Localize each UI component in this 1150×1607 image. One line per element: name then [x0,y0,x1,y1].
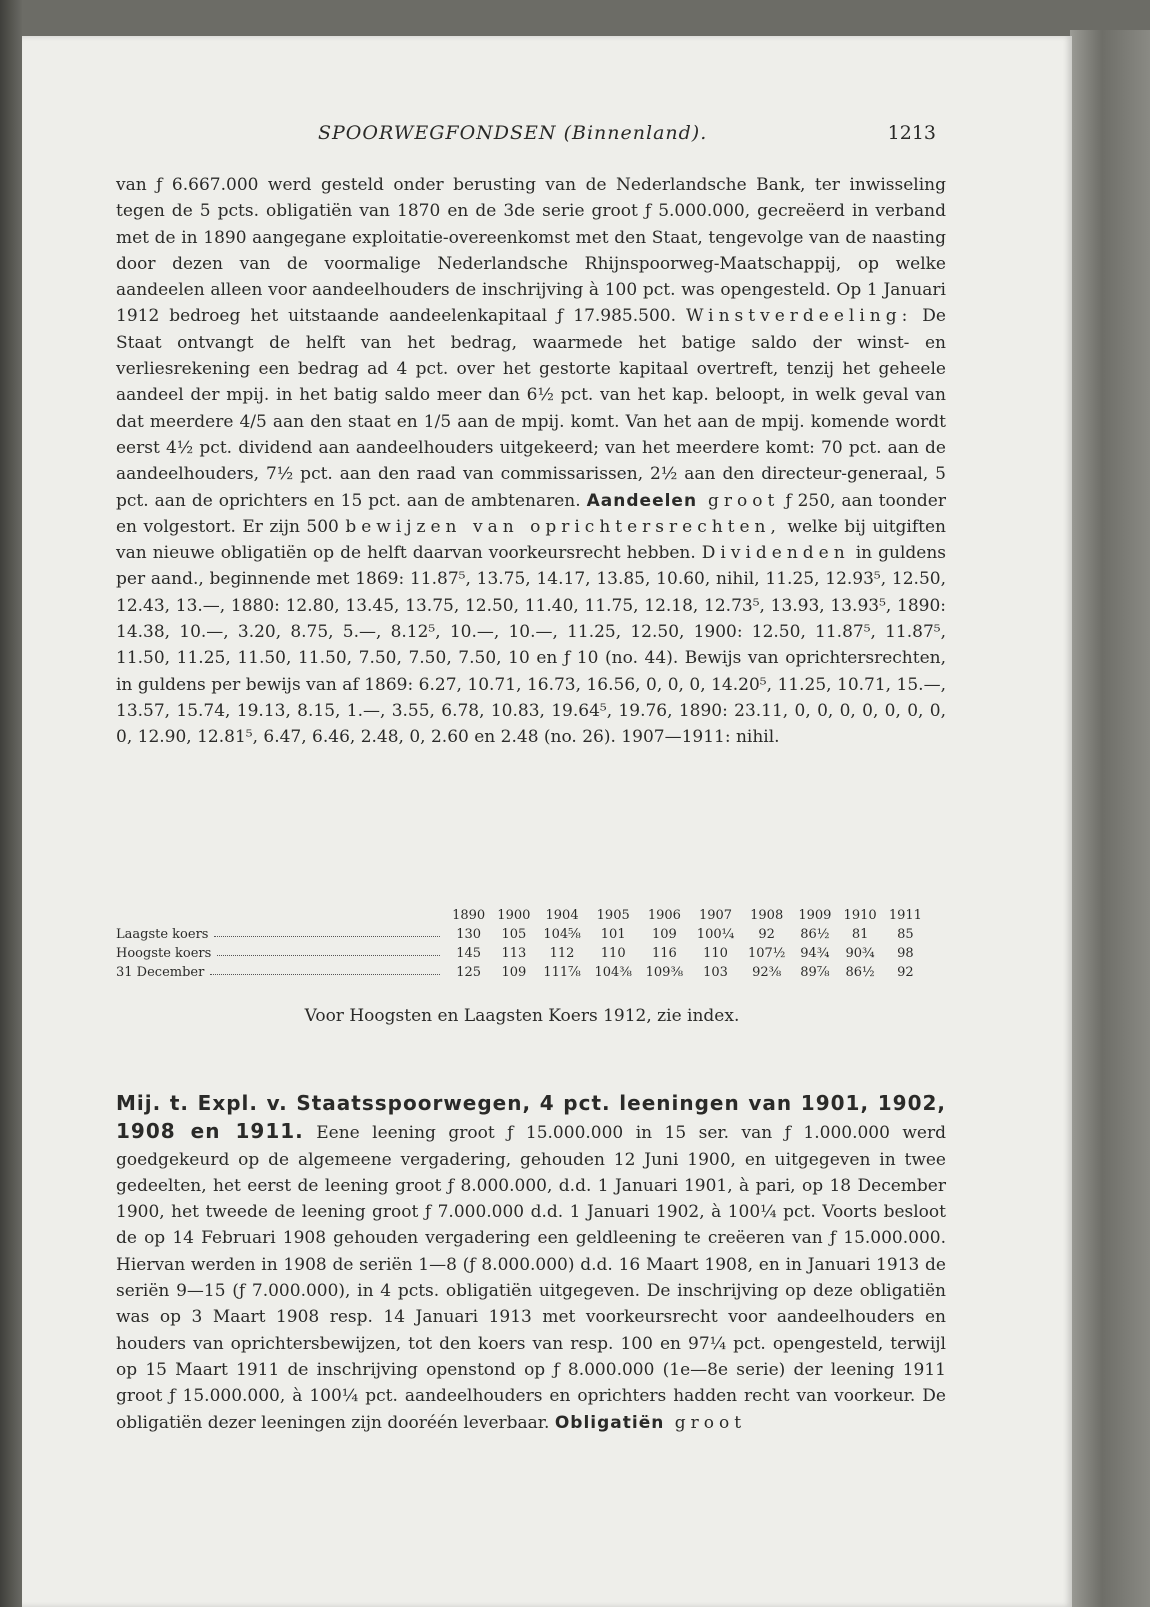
value-cell: 111⅞ [543,965,581,980]
row-label: Laagste koers [116,927,209,942]
text-groot: groot [697,490,780,511]
value-cell: 81 [851,927,869,942]
value-cell: 125 [456,965,482,980]
heading-obligatien: Obligatiën [554,1412,665,1433]
heading-bewijzen: bewijzen van oprichtersrechten, [345,516,781,537]
value-cell: 116 [651,946,677,961]
value-cell: 92 [758,927,775,942]
text-bewijzen: welke bij uitgiften van nieuwe obligatiën op de helft daarvan voorkeursrecht hebben. [116,516,946,564]
section-staatsspoorwegen [116,1090,946,1436]
value-cell: 145 [456,946,482,961]
scan-left-edge [0,0,22,1607]
page-number: 1213 [887,122,936,144]
value-cell: 90¾ [845,946,875,961]
value-cell: 105 [501,927,527,942]
leader-dots [217,946,440,956]
value-cell: 109⅜ [645,965,684,980]
leader-dots [210,965,440,975]
text-aandeelen: ƒ 250, aan toonder en volgestort. Er zijn 500 [116,490,946,537]
year-cell: 1911 [888,908,922,923]
paragraph [116,1090,946,1436]
value-cell: 101 [600,927,626,942]
scan-top-edge [0,0,1150,36]
heading-dividenden: Dividenden [701,543,850,564]
leader-dots [214,927,440,937]
value-cell: 113 [501,946,527,961]
year-cell: 1909 [798,908,832,923]
table-row [116,963,928,982]
value-cell: 92⅜ [752,965,782,980]
year-cell: 1890 [452,908,486,923]
row-label: 31 December [116,965,205,980]
section-title: Mij. t. Expl. v. Staatsspoorwegen, 4 pct. leeningen van 1901, 1902, 1908 en 1911. [116,1091,946,1144]
heading-aandeelen: Aandeelen [586,490,698,511]
year-cell: 1910 [843,908,877,923]
value-cell: 94¾ [800,946,830,961]
value-cell: 110 [600,946,626,961]
value-cell: 130 [456,927,482,942]
value-cell: 104⅝ [543,927,581,942]
value-cell: 86½ [800,927,830,942]
index-note: Voor Hoogsten en Laagsten Koers 1912, zie index. [304,1006,740,1026]
table-row [116,925,928,944]
value-cell: 104⅜ [594,965,632,980]
text-dividenden: in guldens per aand., beginnende met 1869: 11.87⁵, 13.75, 14.17, 13.85, 10.60, nihil, 11.25, 12.93⁵, 12.50, 12.43, 13.—, 1880: 12.80, 13.45, 13.75, 12.50, 11.40, 11.75, 12.18, 12.73⁵, 13.93, 13.93⁵, 1890: 14.38, 10.—, 3.20, 8.75, 5.—, 8.12⁵, 10.—, 10.—, 11.25, 12.50, 1900: 12.50, 11.87⁵, 11.87⁵, 11.50, 11.25, 11.50, 11.50, 7.50, 7.50, 7.50, 10 en ƒ 10 (no. 44). Bewijs van oprichtersrechten, in guldens per bewijs van af 1869: 6.27, 10.71, 16.73, 16.56, 0, 0, 0, 14.20⁵, 11.25, 10.71, 15.—, 13.57, 15.74, 19.13, 8.15, 1.—, 3.55, 6.78, 10.83, 19.64⁵, 19.76, 1890: 23.11, 0, 0, 0, 0, 0, 0, 0, 0, 12.90, 12.81⁵, 6.47, 6.46, 2.48, 0, 2.60 en 2.48 (no. 26). 1907—1911: nihil. [116,543,947,748]
value-cell: 109 [501,965,527,980]
text-winstverdeeling: De Staat ontvangt de helft van het bedrag, waarmede het batige saldo der winst- en verliesrekening een bedrag ad 4 pct. over het gestorte kapitaal overtreft, tenzij het geheele aandeel der mpij. in het batig saldo meer dan 6½ pct. van het kap. beloopt, in welk geval van dat meerdere 4/5 aan den staat en 1/5 aan de mpij. komt. Van het aan de mpij. komende wordt eerst 4½ pct. dividend aan aandeelhouders uitgekeerd; van het meerdere komt: 70 pct. aan de aandeelhouders, 7½ pct. aan den raad van commissarissen, 2½ aan den directeur-generaal, 5 pct. aan de oprichters en 15 pct. aan de ambtenaren. [116,306,946,511]
book-spine [1070,30,1150,1607]
running-title: SPOORWEGFONDSEN (Binnenland). [318,122,708,144]
heading-winstverdeeling: Winstverdeeling: [685,306,913,327]
year-cell: 1906 [647,908,681,923]
text-groot: groot [664,1412,747,1433]
paragraph [116,172,946,751]
year-cell: 1904 [545,908,579,923]
text-kapitaal: van ƒ 6.667.000 werd gesteld onder berusting van de Nederlandsche Bank, ter inwisseling tegen de 5 pcts. obligatiën van 1870 en de 3de serie groot ƒ 5.000.000, gecreëerd in verband met de in 1890 aangegane exploitatie-overeenkomst met den Staat, tengevolge van de naasting door dezen van de voormalige Nederlandsche Rhijnspoorweg-Maatschappij, op welke aandeelen alleen voor aandeelhouders de inschrijving à 100 pct. was opengesteld. Op 1 Januari 1912 bedroeg het uitstaande aandeelenkapitaal ƒ 17.985.500. [116,175,946,327]
page-header [110,122,936,152]
value-cell: 107½ [747,946,786,961]
section-rhijnspoorweg [116,172,946,751]
row-label: Hoogste koers [116,946,212,961]
koers-header-row [116,906,928,925]
value-cell: 109 [651,927,677,942]
value-cell: 110 [703,946,728,961]
value-cell: 85 [897,927,914,942]
year-cell: 1905 [596,908,630,923]
year-cell: 1900 [497,908,531,923]
table-row [116,944,928,963]
text-leeningen: Eene leening groot ƒ 15.000.000 in 15 ser. van ƒ 1.000.000 werd goedgekeurd op de algemeene vergadering, gehouden 12 Juni 1900, en uitgegeven in twee gedeelten, het eerst de leening groot ƒ 8.000.000, d.d. 1 Januari 1901, à pari, op 18 December 1900, het tweede de leening groot ƒ 7.000.000 d.d. 1 Januari 1902, à 100¼ pct. Voorts besloot de op 14 Februari 1908 gehouden vergadering een geldleening te creëeren van ƒ 15.000.000. Hiervan werden in 1908 de seriën 1—8 (ƒ 8.000.000) d.d. 16 Maart 1908, en in Januari 1913 de seriën 9—15 (ƒ 7.000.000), in 4 pcts. obligatiën uitgegeven. De inschrijving op deze obligatiën was op 3 Maart 1908 resp. 14 Januari 1913 met voorkeursrecht voor aandeelhouders en houders van oprichtersbewijzen, tot den koers van resp. 100 en 97¼ pct. opengesteld, terwijl op 15 Maart 1911 de inschrijving openstond op ƒ 8.000.000 (1e—8e serie) der leening 1911 groot ƒ 15.000.000, à 100¼ pct. aandeelhouders en oprichters hadden recht van voorkeur. De obligatiën dezer leeningen zijn dooréén leverbaar. [116,1123,947,1433]
value-cell: 112 [549,946,575,961]
year-cell: 1907 [698,908,733,923]
year-cell: 1908 [750,908,784,923]
koers-table [116,906,928,982]
value-cell: 86½ [845,965,875,980]
value-cell: 98 [897,946,914,961]
value-cell: 103 [703,965,728,980]
value-cell: 100¼ [696,927,735,942]
value-cell: 92 [897,965,914,980]
value-cell: 89⅞ [800,965,830,980]
